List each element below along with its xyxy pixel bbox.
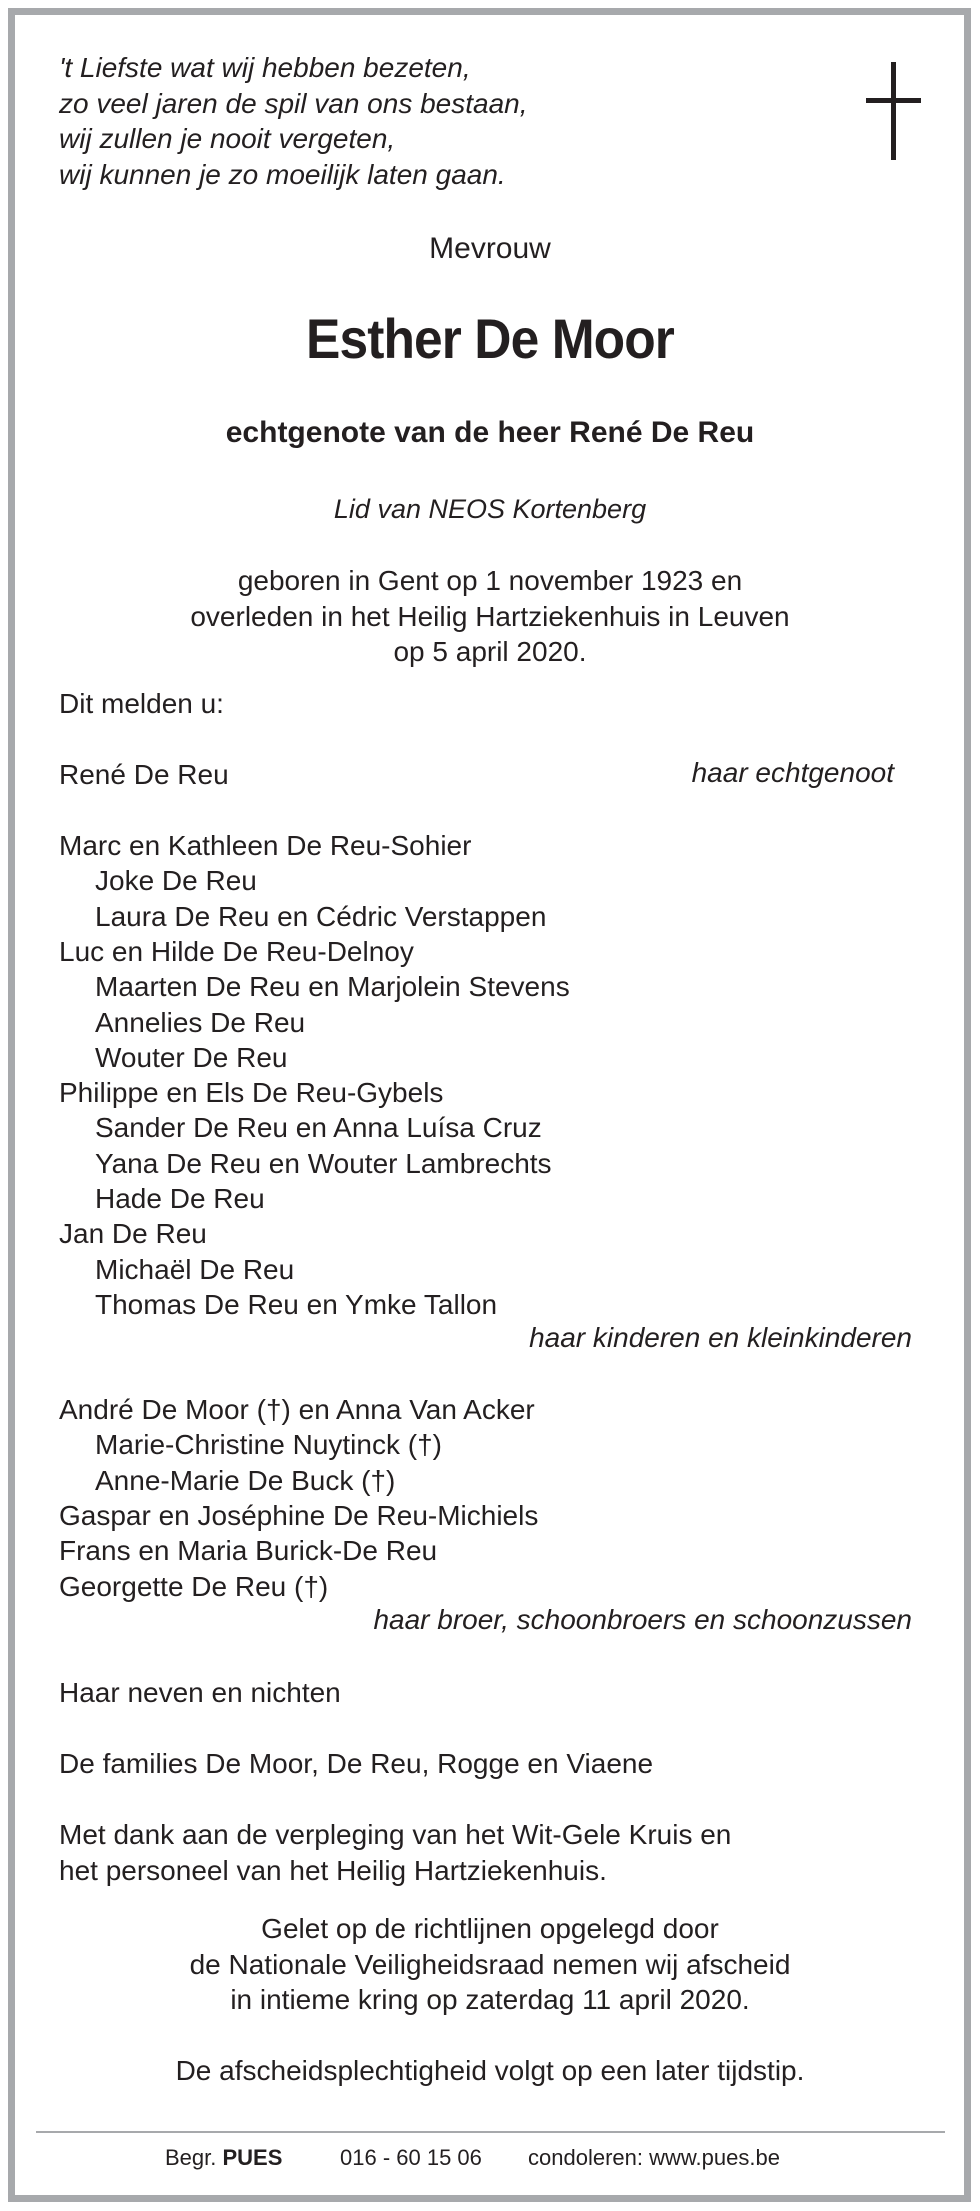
poem-line: zo veel jaren de spil van ons bestaan, bbox=[59, 87, 528, 119]
family-member-indented: Michaël De Reu bbox=[95, 1253, 295, 1285]
thanks-line: Met dank aan de verpleging van het Wit-Gele Kruis en bbox=[59, 1819, 732, 1850]
birth-death-line: overleden in het Heilig Hartziekenhuis in Leuven bbox=[190, 600, 790, 632]
farewell-line: de Nationale Veiligheidsraad nemen wij afscheid bbox=[189, 1948, 791, 1980]
family-member: Gaspar en Joséphine De Reu-Michiels bbox=[59, 1499, 539, 1531]
deceased-name: Esther De Moor bbox=[306, 307, 674, 370]
announce: Dit melden u: bbox=[59, 688, 224, 719]
family-member-indented: Thomas De Reu en Ymke Tallon bbox=[95, 1288, 498, 1320]
husband-relation: haar echtgenoot bbox=[691, 757, 894, 788]
farewell-line: Gelet op de richtlijnen opgelegd door bbox=[261, 1913, 719, 1944]
ceremony: De afscheidsplechtigheid volgt op een later tijdstip. bbox=[175, 2055, 805, 2086]
poem bbox=[59, 50, 528, 192]
family-member: Luc en Hilde De Reu-Delnoy bbox=[59, 935, 414, 967]
birth-death-line: geboren in Gent op 1 november 1923 en bbox=[237, 565, 743, 596]
poem-line: wij kunnen je zo moeilijk laten gaan. bbox=[59, 158, 506, 190]
poem-line: wij zullen je nooit vergeten, bbox=[59, 123, 396, 154]
family-member-indented: Yana De Reu en Wouter Lambrechts bbox=[95, 1147, 552, 1179]
membership: Lid van NEOS Kortenberg bbox=[333, 494, 647, 524]
undertaker-prefix: Begr. bbox=[165, 2145, 217, 2170]
birth-death-line: op 5 april 2020. bbox=[393, 636, 587, 667]
farewell-line: in intieme kring op zaterdag 11 april 2020. bbox=[230, 1984, 750, 2015]
title: Mevrouw bbox=[429, 232, 551, 265]
undertaker-name: PUES bbox=[222, 2145, 283, 2170]
family-member: Philippe en Els De Reu-Gybels bbox=[59, 1077, 444, 1109]
family-member-indented: Sander De Reu en Anna Luísa Cruz bbox=[95, 1112, 542, 1144]
family-member-indented: Wouter De Reu bbox=[95, 1041, 288, 1073]
thanks bbox=[59, 1817, 731, 1888]
spouse-line: echtgenote van de heer René De Reu bbox=[225, 416, 755, 449]
family-member: André De Moor (†) en Anna Van Acker bbox=[59, 1394, 535, 1425]
family-member-indented: Marie-Christine Nuytinck (†) bbox=[95, 1429, 442, 1461]
birth-death bbox=[0, 563, 980, 670]
children-relation: haar kinderen en kleinkinderen bbox=[529, 1322, 912, 1353]
poem-line: 't Liefste wat wij hebben bezeten, bbox=[59, 52, 471, 83]
family-member-indented: Hade De Reu bbox=[95, 1183, 265, 1214]
husband-name: René De Reu bbox=[59, 759, 229, 790]
footer-divider bbox=[36, 2131, 945, 2133]
thanks-line: het personeel van het Heilig Hartziekenhuis. bbox=[59, 1854, 607, 1886]
family-member-indented: Joke De Reu bbox=[95, 865, 257, 897]
family-member: Frans en Maria Burick-De Reu bbox=[59, 1535, 438, 1567]
siblings-relation: haar broer, schoonbroers en schoonzussen bbox=[373, 1604, 912, 1635]
family-member-indented: Laura De Reu en Cédric Verstappen bbox=[95, 900, 547, 932]
families: De families De Moor, De Reu, Rogge en Viaene bbox=[59, 1748, 654, 1779]
family-member: Marc en Kathleen De Reu-Sohier bbox=[59, 830, 472, 861]
family-member: Jan De Reu bbox=[59, 1218, 207, 1250]
family-member: Georgette De Reu (†) bbox=[59, 1570, 329, 1602]
family-member-indented: Maarten De Reu en Marjolein Stevens bbox=[95, 971, 570, 1003]
family-member-indented: Annelies De Reu bbox=[95, 1006, 306, 1038]
family-member-indented: Anne-Marie De Buck (†) bbox=[95, 1464, 396, 1496]
undertaker bbox=[165, 2145, 282, 2171]
phone: 016 - 60 15 06 bbox=[340, 2145, 482, 2170]
cross-icon bbox=[866, 62, 921, 160]
nephews: Haar neven en nichten bbox=[59, 1677, 341, 1708]
condolences: condoleren: www.pues.be bbox=[528, 2145, 780, 2170]
farewell bbox=[0, 1911, 980, 2018]
